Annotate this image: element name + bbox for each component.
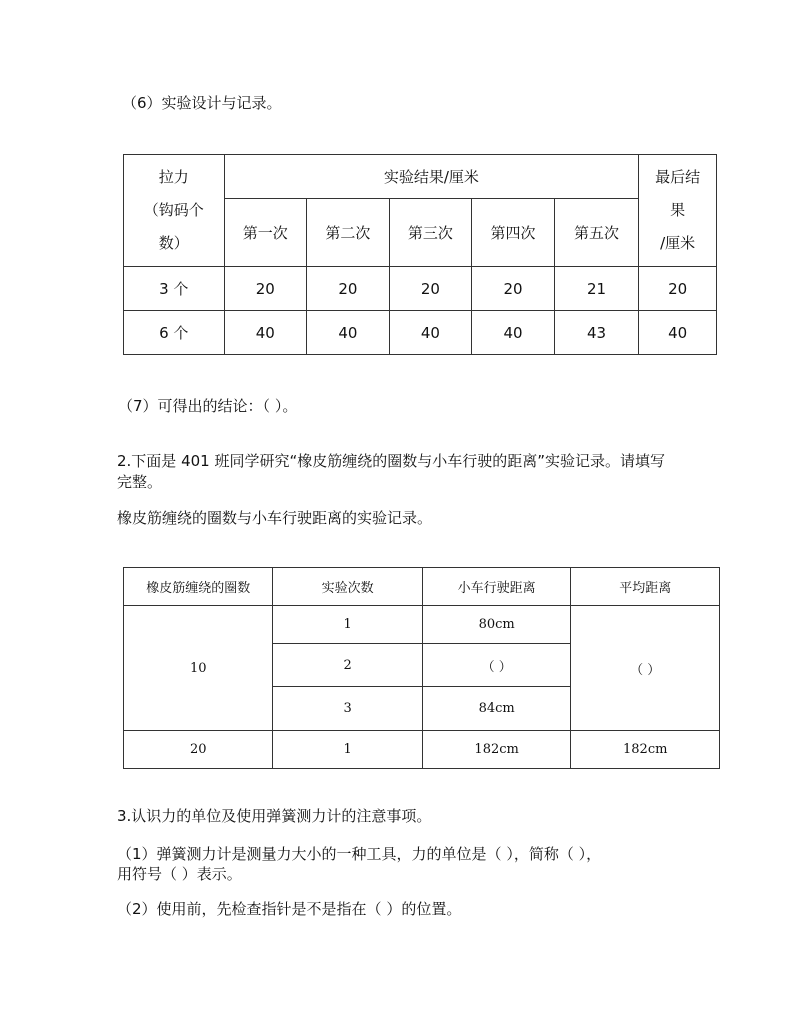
experiment-results-table [123,154,717,355]
cell-value: 40 [307,311,390,355]
question-2-line-1: 2.下面是 401 班同学研究“橡皮筋缠绕的圈数与小车行驶的距离”实验记录。请填写 [117,452,666,470]
question-3-item-1-line-2: 用符号（ ）表示。 [117,865,242,883]
header-force: 拉力 （钩码个 数） [124,155,225,267]
distance-cell: 84cm [422,687,571,731]
table-row [124,731,720,769]
distance-cell: 80cm [422,606,571,644]
average-cell: 182cm [571,731,720,769]
distance-blank: （ ） [422,644,571,687]
cell-final: 40 [639,311,717,355]
header-trials: 实验次数 [273,568,422,606]
cell-value: 43 [554,311,639,355]
trial-header: 第一次 [224,199,307,267]
cell-value: 20 [389,267,472,311]
trial-cell: 3 [273,687,422,731]
header-final: 最后结 果 /厘米 [639,155,717,267]
question-3-item-1-line-1: （1）弹簧测力计是测量力大小的一种工具，力的单位是（ ），简称（ ）， [117,845,602,863]
cell-final: 20 [639,267,717,311]
trial-header: 第四次 [472,199,555,267]
trial-header: 第五次 [554,199,639,267]
section-7-conclusion: （7）可得出的结论：（ ）。 [118,397,298,415]
row-label: 3 个 [124,267,225,311]
trial-cell: 1 [273,731,422,769]
row-label: 6 个 [124,311,225,355]
question-2-subtitle: 橡皮筋缠绕的圈数与小车行驶距离的实验记录。 [117,509,433,527]
table-row [124,606,720,644]
trial-cell: 1 [273,606,422,644]
table-row [124,311,717,355]
trial-cell: 2 [273,644,422,687]
turns-cell: 10 [124,606,273,731]
cell-value: 40 [389,311,472,355]
cell-value: 40 [472,311,555,355]
section-6-heading: （6）实验设计与记录。 [122,94,282,112]
question-3-title: 3.认识力的单位及使用弹簧测力计的注意事项。 [117,807,432,825]
question-2-line-2: 完整。 [117,473,163,491]
distance-cell: 182cm [422,731,571,769]
table-row [124,267,717,311]
turns-cell: 20 [124,731,273,769]
cell-value: 20 [307,267,390,311]
trial-header: 第二次 [307,199,390,267]
cell-value: 20 [472,267,555,311]
header-distance: 小车行驶距离 [422,568,571,606]
header-turns: 橡皮筋缠绕的圈数 [124,568,273,606]
rubber-band-table [123,567,720,769]
cell-value: 20 [224,267,307,311]
cell-value: 21 [554,267,639,311]
cell-value: 40 [224,311,307,355]
question-3-item-2: （2）使用前，先检查指针是不是指在（ ）的位置。 [117,900,462,918]
header-results: 实验结果/厘米 [224,155,639,199]
average-blank: （ ） [571,606,720,731]
trial-header: 第三次 [389,199,472,267]
header-average: 平均距离 [571,568,720,606]
